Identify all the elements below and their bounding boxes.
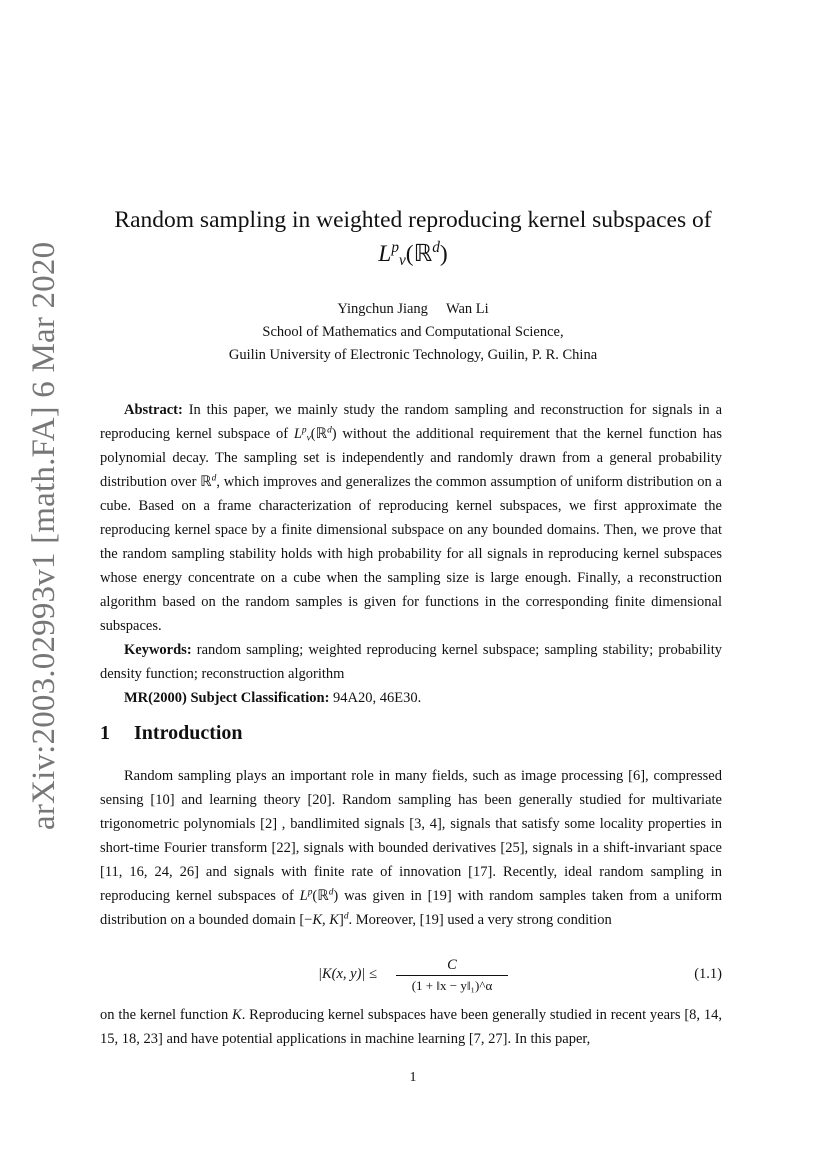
author-block bbox=[100, 298, 726, 367]
intro-domain-K: K, K bbox=[312, 912, 339, 928]
abstract-text-c: , which improves and generalizes the common assumption of uniform distribution on a cube. Based on a frame characterization of reproducing kernel subspaces, we first approximate the reproducing kernel space by a finite dimensional subspace on any bounded domains. Then, we prove that the random sampling stability holds with high probability for all signals in reproducing kernel subspaces whose energy concentrate on a cube when the sampling size is large enough. Finally, a reconstruction algorithm based on the random samples is given for functions in the corresponding finite dimensional subspaces. bbox=[100, 474, 722, 634]
abstract-label: Abstract: bbox=[124, 402, 183, 418]
keywords-paragraph bbox=[100, 638, 722, 686]
intro-p2-text bbox=[100, 1003, 722, 1051]
intro-p2-b: . Reproducing kernel subspaces have been generally studied in recent years [8, 14, 15, 18, 23] and have potential applications in machine learning [7, 27]. In this paper, bbox=[100, 1007, 722, 1047]
abstract-space-dim: d bbox=[327, 425, 332, 436]
section-heading bbox=[100, 722, 243, 745]
intro-paragraph-1 bbox=[100, 764, 722, 932]
keywords-label: Keywords: bbox=[124, 642, 192, 658]
affiliation-line-1: School of Mathematics and Computational Science, bbox=[262, 324, 564, 340]
msc-label: MR(2000) Subject Classification: bbox=[124, 690, 330, 706]
abstract-text-b: without the additional requirement that the kernel function has polynomial decay. The sampling set is independently and randomly drawn from a general probability distribution over ℝ bbox=[100, 426, 722, 490]
abstract-space-close: ) bbox=[331, 426, 337, 442]
intro-domain-dim: d bbox=[343, 911, 349, 922]
keywords-text: random sampling; weighted reproducing kernel subspace; sampling stability; probability density function; reconstruction algorithm bbox=[100, 642, 723, 682]
abstract-rd-exponent: d bbox=[211, 473, 217, 484]
intro-paragraph-2 bbox=[100, 1003, 722, 1051]
author-names bbox=[100, 298, 726, 321]
title-space-arg: (ℝ bbox=[405, 241, 433, 267]
intro-p1-text bbox=[100, 764, 722, 932]
section-number: 1 bbox=[100, 722, 110, 744]
arxiv-identifier: arXiv:2003.02993v1 [math.FA] 6 Mar 2020 bbox=[26, 241, 62, 830]
intro-p1-c: ] bbox=[338, 912, 344, 928]
equation-numerator: C bbox=[447, 957, 457, 973]
intro-p1-d: . Moreover, [19] used a very strong condition bbox=[348, 912, 612, 928]
equation-1-1 bbox=[100, 956, 722, 996]
intro-space-close: ) bbox=[333, 888, 339, 904]
abstract-text-a: In this paper, we mainly study the random sampling and reconstruction for signals in a reproducing kernel subspace of bbox=[100, 402, 723, 442]
intro-space-arg: (ℝ bbox=[312, 888, 329, 904]
intro-p2-a: on the kernel function bbox=[100, 1007, 233, 1023]
title-space-symbol: L bbox=[378, 241, 392, 267]
author-2: Wan Li bbox=[445, 301, 489, 317]
intro-p1-a: Random sampling plays an important role in many fields, such as image processing [6], compressed sensing [10] and learning theory [20]. Random sampling has been generally studied for multivariate trigonometric polynomials [2] , bandlimited signals [3, 4], signals that satisfy some locality properties in short-time Fourier transform [22], signals with bounded derivatives [25], signals in a shift-invariant space [11, 16, 24, 26] and signals with finite rate of innovation [17]. Recently, ideal random sampling in reproducing kernel subspaces of bbox=[100, 768, 722, 904]
title-line-2 bbox=[100, 237, 726, 271]
title-line-1: Random sampling in weighted reproducing kernel subspaces of bbox=[114, 207, 712, 233]
page-number: 1 bbox=[409, 1070, 417, 1085]
intro-space-symbol: L bbox=[299, 888, 308, 904]
author-1: Yingchun Jiang bbox=[337, 301, 428, 317]
title-space-dimension: d bbox=[432, 238, 440, 256]
abstract-space-weight: ν bbox=[306, 433, 311, 444]
intro-space-exponent: p bbox=[307, 887, 313, 898]
abstract-space-arg: (ℝ bbox=[310, 426, 328, 442]
intro-kernel-K: K bbox=[232, 1007, 242, 1023]
fraction-bar bbox=[396, 975, 508, 976]
title-space-weight: ν bbox=[399, 251, 406, 269]
title-space-exponent: p bbox=[391, 238, 400, 256]
msc-text: 94A20, 46E30. bbox=[333, 690, 422, 706]
equation-denominator: (1 + ‖x − y‖₁)^α bbox=[411, 978, 493, 993]
equation-tag: (1.1) bbox=[694, 966, 722, 982]
equation-lhs: |K(x, y)| ≤ bbox=[318, 966, 378, 982]
abstract-paragraph bbox=[100, 398, 722, 638]
paper-title bbox=[100, 203, 726, 271]
equation-fraction bbox=[396, 956, 508, 995]
title-space-close: ) bbox=[439, 241, 448, 267]
abstract-space-symbol: L bbox=[293, 426, 302, 442]
abstract-block bbox=[100, 398, 722, 710]
intro-p1-b: was given in [19] with random samples taken from a uniform distribution on a bounded domain [− bbox=[100, 888, 722, 928]
intro-space-dim: d bbox=[328, 887, 334, 898]
msc-paragraph bbox=[100, 686, 722, 710]
abstract-space-exponent: p bbox=[301, 425, 307, 436]
section-title: Introduction bbox=[134, 722, 243, 744]
affiliation-line-2: Guilin University of Electronic Technology, Guilin, P. R. China bbox=[228, 347, 598, 363]
